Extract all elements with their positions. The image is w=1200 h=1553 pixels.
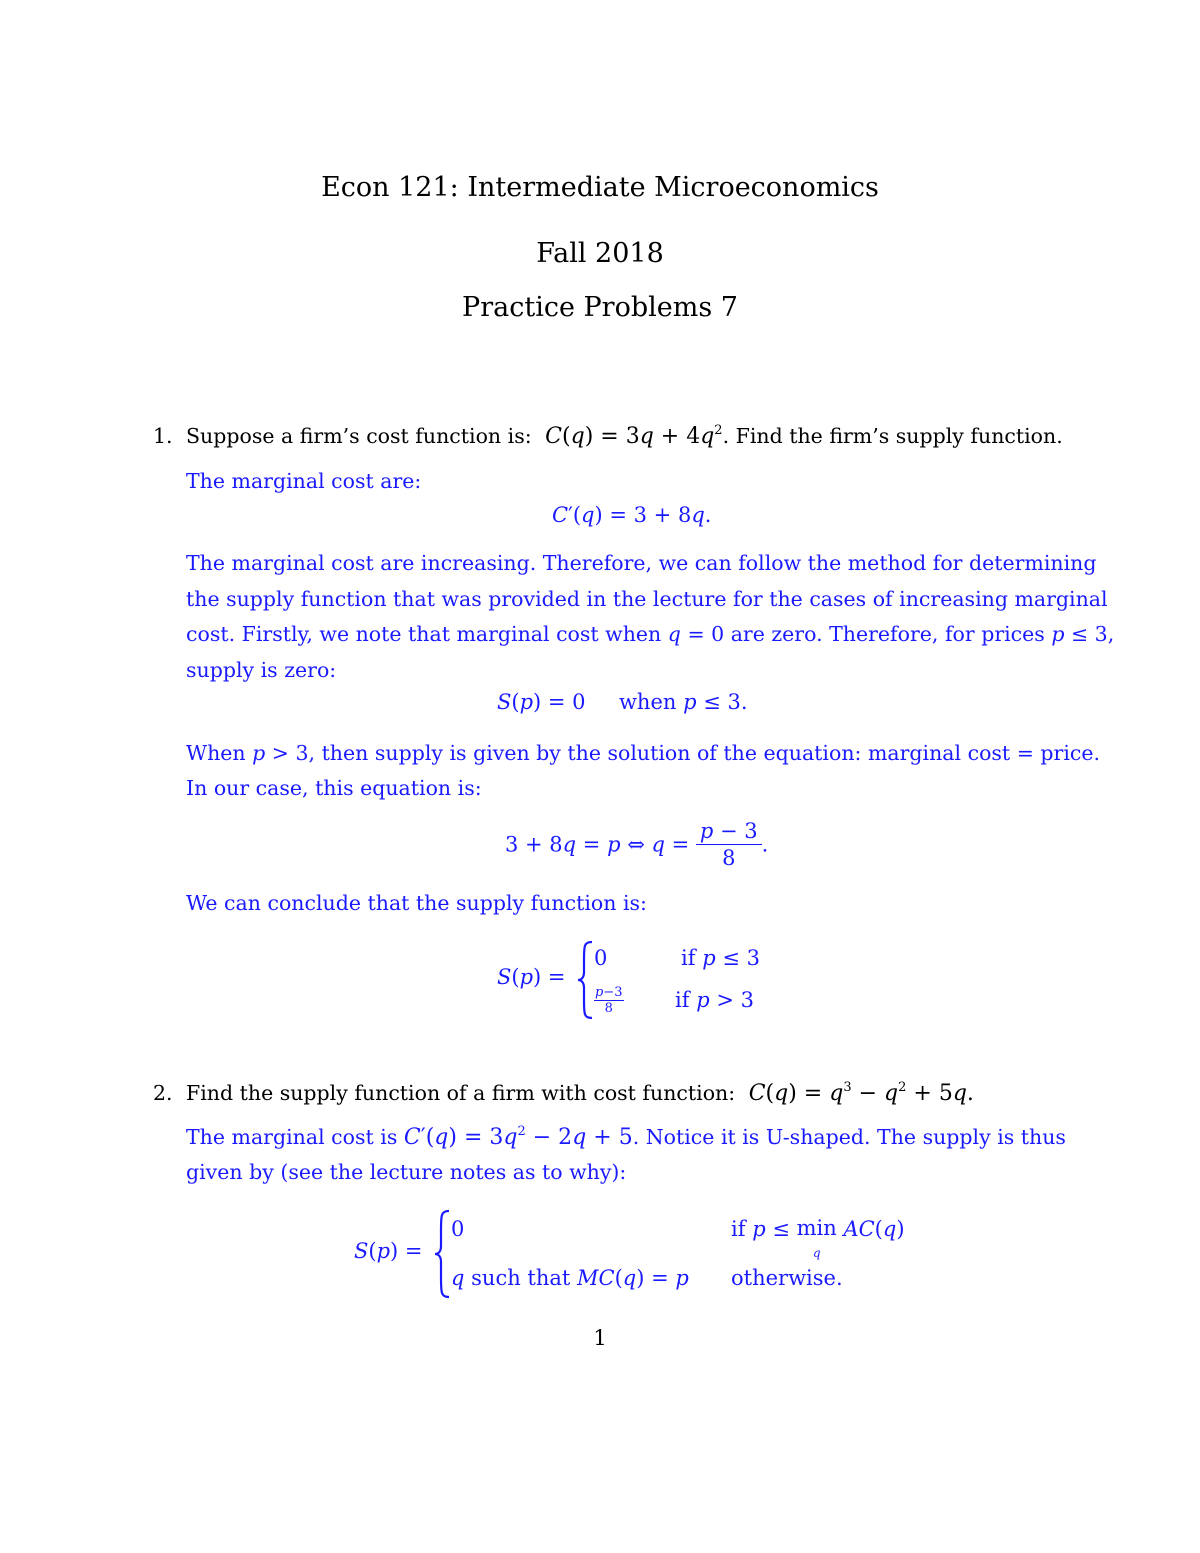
p2-case-2-value: q such that MC(q) = p [451,1266,689,1290]
problem-2-number: 2. [153,1081,173,1105]
p1-solution-line-5: supply is zero: [186,658,337,682]
p1-solution-line-6: When p > 3, then supply is given by the solution of the equation: marginal cost = price. [186,741,1100,765]
p1-solution-line-2: The marginal cost are increasing. Therefore, we can follow the method for determining [186,551,1097,575]
p1-zero-supply-equation: S(p) = 0 when p ≤ 3. [497,690,748,714]
p1-case-1-condition: if p ≤ 3 [681,946,760,970]
problem-1-number: 1. [153,424,173,448]
p2-case-1-condition: if p ≤ min q AC(q) [731,1216,905,1260]
p1-case-2-value: $\frac{p-3}{8}$ [595,985,623,1016]
p2-supply-lhs: S(p) = [354,1239,423,1263]
p2-case-1-value: 0 [451,1217,465,1241]
p1-solution-line-4: cost. Firstly, we note that marginal cost when q = 0 are zero. Therefore, for prices p ≤ 3, [186,622,1115,646]
p1-solve-equation: 3 + 8q = p ⇔ q = $\frac{p - 3}{8}$ . [505,819,769,870]
left-brace-icon [576,940,594,1020]
problem-set-title: Practice Problems 7 [462,292,738,323]
p1-case-1-value: 0 [594,946,608,970]
p1-solution-line-3: the supply function that was provided in the lecture for the cases of increasing marginal [186,587,1108,611]
p1-solution-line-7: In our case, this equation is: [186,776,482,800]
course-title: Econ 121: Intermediate Microeconomics [321,172,879,203]
page-number: 1 [593,1326,607,1350]
p2-solution-line-2: given by (see the lecture notes as to why): [186,1160,627,1184]
p1-case-2-condition: if p > 3 [675,988,754,1012]
p1-solution-line-8: We can conclude that the supply function is: [186,891,647,915]
p1-supply-lhs: S(p) = [497,965,566,989]
problem-2-question: Find the supply function of a firm with cost function: $C(q) = q^3 - q^2 + 5q$. [186,1080,974,1106]
p1-fraction: $\frac{p - 3}{8}$ [696,818,762,871]
p2-case-2-condition: otherwise. [731,1266,843,1290]
left-brace-icon [433,1209,451,1299]
p1-marginal-cost-equation: C′(q) = 3 + 8q. [552,503,712,527]
p2-solution-line-1: The marginal cost is $C'(q) = 3q^2 - 2q + 5$. Notice it is U-shaped. The supply is thus [186,1124,1066,1150]
term: Fall 2018 [536,238,664,269]
problem-1-question: Suppose a firm’s cost function is: $C(q) = 3q + 4q^2$. Find the firm’s supply function. [186,423,1063,449]
p1-solution-line-1: The marginal cost are: [186,469,422,493]
